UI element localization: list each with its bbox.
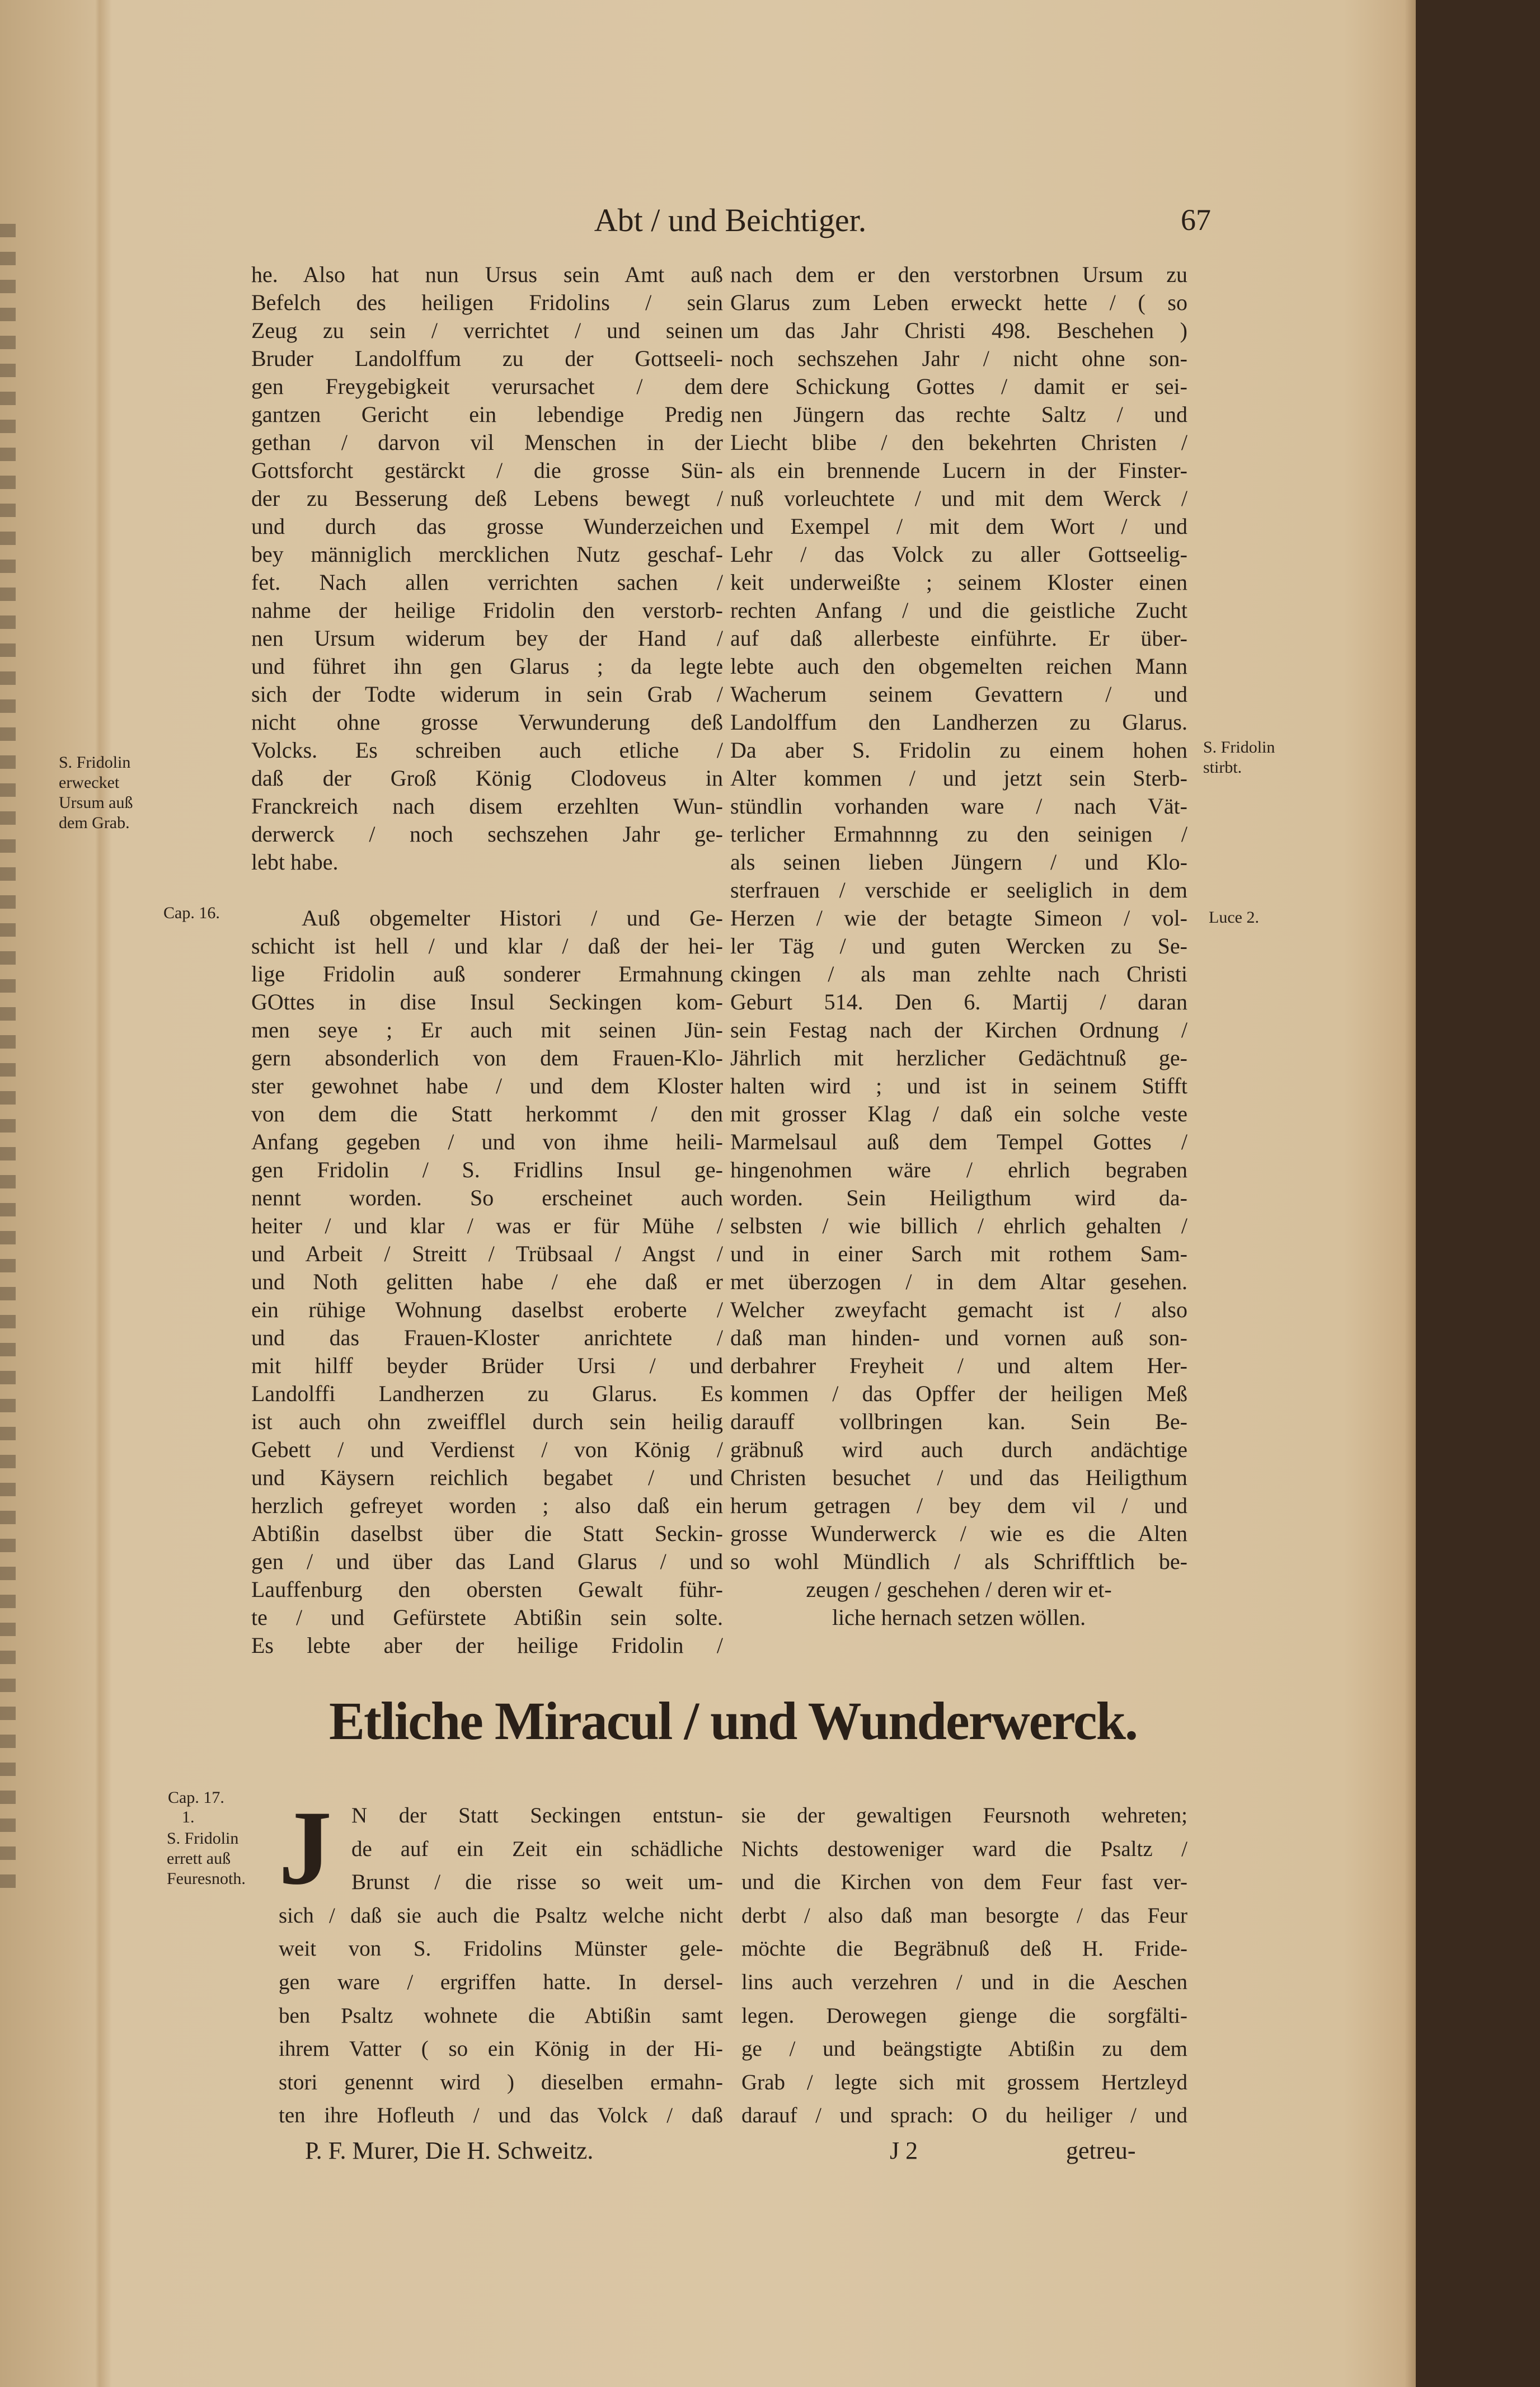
text-line: und Arbeit / Streitt / Trübsaal / Angst / xyxy=(251,1241,723,1266)
text-line: noch sechszehen Jahr / nicht ohne son- xyxy=(730,346,1187,371)
text-line: ihrem Vatter ( so ein König in der Hi- xyxy=(279,2037,723,2061)
text-line: Liecht blibe / den bekehrten Christen / xyxy=(730,430,1187,455)
margin-note-cap17: Cap. 17. xyxy=(168,1788,224,1807)
text-line: möchte die Begräbnuß deß H. Fride- xyxy=(741,1937,1187,1961)
text-line: Volcks. Es schreiben auch etliche / xyxy=(251,737,723,763)
text-line: ten ihre Hofleuth / und das Volck / daß xyxy=(279,2103,723,2128)
text-line: Grab / legte sich mit grossem Hertzleyd xyxy=(741,2070,1187,2094)
text-line: Da aber S. Fridolin zu einem hohen xyxy=(730,737,1187,763)
text-line: Wacherum seinem Gevattern / und xyxy=(730,682,1187,707)
text-line: und durch das grosse Wunderzeichen xyxy=(251,514,723,539)
text-line: Lauffenburg den obersten Gewalt führ- xyxy=(251,1577,723,1602)
text-line: ler Täg / und guten Wercken zu Se- xyxy=(730,933,1187,958)
text-line: grosse Wunderwerck / wie es die Alten xyxy=(730,1521,1187,1546)
text-line: sich der Todte widerum in sein Grab / xyxy=(251,682,723,707)
text-line: Geburt 514. Den 6. Martij / daran xyxy=(730,989,1187,1014)
text-line: lins auch verzehren / und in die Aeschen xyxy=(741,1970,1187,1994)
catchword: getreu- xyxy=(1066,2137,1136,2164)
text-line: Anfang gegeben / und von ihme heili- xyxy=(251,1129,723,1154)
text-line: gantzen Gericht ein lebendige Predig xyxy=(251,402,723,427)
text-line: keit underweißte ; seinem Kloster einen xyxy=(730,570,1187,595)
text-line: kommen / das Opffer der heiligen Meß xyxy=(730,1381,1187,1406)
text-line: legen. Derowegen gienge die sorgfälti- xyxy=(741,2003,1187,2028)
text-line: met überzogen / in dem Altar gesehen. xyxy=(730,1269,1187,1294)
text-line: Auß obgemelter Histori / und Ge- xyxy=(302,905,723,931)
margin-note-fridolin-wakes: S. Fridolin erwecket Ursum auß dem Grab. xyxy=(59,753,133,832)
text-line: lebte auch den obgemelten reichen Mann xyxy=(730,654,1187,679)
text-line: Bruder Landolffum zu der Gottseeli- xyxy=(251,346,723,371)
text-line: heiter / und klar / was er für Mühe / xyxy=(251,1213,723,1238)
text-line: sterfrauen / verschide er seeliglich in dem xyxy=(730,877,1187,903)
text-line: der zu Besserung deß Lebens bewegt / xyxy=(251,486,723,511)
text-line: stündlin vorhanden ware / nach Vät- xyxy=(730,793,1187,819)
text-line: Welcher zweyfacht gemacht ist / also xyxy=(730,1297,1187,1322)
text-line: schicht ist hell / und klar / daß der hei- xyxy=(251,933,723,958)
text-line: dere Schickung Gottes / damit er sei- xyxy=(730,374,1187,399)
text-line: Gottsforcht gestärckt / die grosse Sün- xyxy=(251,458,723,483)
text-line: nach dem er den verstorbnen Ursum zu xyxy=(730,262,1187,287)
margin-note-fridolin-rescues: S. Fridolin errett auß Feuresnoth. xyxy=(167,1829,246,1888)
text-line: Zeug zu sein / verrichtet / und seinen xyxy=(251,318,723,343)
text-line: Herzen / wie der betagte Simeon / vol- xyxy=(730,905,1187,931)
text-line: selbsten / wie billich / ehrlich gehalten / xyxy=(730,1213,1187,1238)
text-line: GOttes in dise Insul Seckingen kom- xyxy=(251,989,723,1014)
text-line: auf daß allerbeste einführte. Er über- xyxy=(730,626,1187,651)
text-line: derwerck / noch sechszehen Jahr ge- xyxy=(251,821,723,847)
text-line: nen Ursum widerum bey der Hand / xyxy=(251,626,723,651)
text-line: und Käysern reichlich begabet / und xyxy=(251,1465,723,1490)
text-line: ist auch ohn zweifflel durch sein heilig xyxy=(251,1409,723,1434)
text-line: als ein brennende Lucern in der Finster- xyxy=(730,458,1187,483)
text-line: Christen besuchet / und das Heiligthum xyxy=(730,1465,1187,1490)
text-line: rechten Anfang / und die geistliche Zucht xyxy=(730,598,1187,623)
page-number: 67 xyxy=(1181,203,1211,237)
section-heading: Etliche Miracul / und Wunderwerck. xyxy=(328,1691,1138,1751)
text-line: he. Also hat nun Ursus sein Amt auß xyxy=(251,262,723,287)
text-line: Befelch des heiligen Fridolins / sein xyxy=(251,290,723,315)
text-line: ge / und beängstigte Abtißin zu dem xyxy=(741,2037,1187,2061)
text-line: ein rühige Wohnung daselbst eroberte / xyxy=(251,1297,723,1322)
text-line: liche hernach setzen wöllen. xyxy=(832,1605,1086,1630)
text-line: lige Fridolin auß sonderer Ermahnung xyxy=(251,961,723,986)
text-line: zeugen / geschehen / deren wir et- xyxy=(806,1577,1112,1602)
text-line: gräbnuß wird auch durch andächtige xyxy=(730,1437,1187,1462)
lower-right-column xyxy=(741,1799,1187,2132)
text-line: gen ware / ergriffen hatte. In dersel- xyxy=(279,1970,723,1994)
text-line: worden. Sein Heiligthum wird da- xyxy=(730,1185,1187,1210)
text-line: gen Fridolin / S. Fridlins Insul ge- xyxy=(251,1157,723,1182)
text-line: Landolffum den Landherzen zu Glarus. xyxy=(730,709,1187,735)
text-line: terlicher Ermahnnng zu den seinigen / xyxy=(730,821,1187,847)
text-line: fet. Nach allen verrichten sachen / xyxy=(251,570,723,595)
text-line: herum getragen / bey dem vil / und xyxy=(730,1493,1187,1518)
text-line: ben Psaltz wohnete die Abtißin samt xyxy=(279,2003,723,2028)
text-line: Glarus zum Leben erweckt hette / ( so xyxy=(730,290,1187,315)
text-line: so wohl Mündlich / als Schrifftlich be- xyxy=(730,1549,1187,1574)
text-line: de auf ein Zeit ein schädliche xyxy=(351,1836,723,1861)
text-line: nahme der heilige Fridolin den verstorb- xyxy=(251,598,723,623)
footer-signature: P. F. Murer, Die H. Schweitz. xyxy=(305,2137,594,2164)
text-line: mit grosser Klag / daß ein solche veste xyxy=(730,1101,1187,1126)
text-line: von dem die Statt herkommt / den xyxy=(251,1101,723,1126)
text-line: und führet ihn gen Glarus ; da legte xyxy=(251,654,723,679)
text-line: lebt habe. xyxy=(251,849,339,875)
text-line: Lehr / das Volck zu aller Gottseelig- xyxy=(730,542,1187,567)
text-line: und Noth gelitten habe / ehe daß er xyxy=(251,1269,723,1294)
text-line: ster gewohnet habe / und dem Kloster xyxy=(251,1073,723,1098)
text-line: Gebett / und Verdienst / von König / xyxy=(251,1437,723,1462)
signature-mark: J 2 xyxy=(890,2137,918,2164)
text-line: stori genennt wird ) dieselben ermahn- xyxy=(279,2070,723,2094)
text-line: hingenohmen wäre / ehrlich begraben xyxy=(730,1157,1187,1182)
text-line: gen / und über das Land Glarus / und xyxy=(251,1549,723,1574)
text-line: halten wird ; und ist in seinem Stifft xyxy=(730,1073,1187,1098)
text-line: weit von S. Fridolins Münster gele- xyxy=(279,1937,723,1961)
text-line: ckingen / als man zehlte nach Christi xyxy=(730,961,1187,986)
text-line: bey männiglich mercklichen Nutz geschaf- xyxy=(251,542,723,567)
text-line: und das Frauen-Kloster anrichtete / xyxy=(251,1325,723,1350)
text-line: nicht ohne grosse Verwunderung deß xyxy=(251,709,723,735)
margin-note-fridolin-dies: S. Fridolin stirbt. xyxy=(1203,738,1275,777)
text-line: herzlich gefreyet worden ; also daß ein xyxy=(251,1493,723,1518)
text-line: gethan / darvon vil Menschen in der xyxy=(251,430,723,455)
text-line: Alter kommen / und jetzt sein Sterb- xyxy=(730,765,1187,791)
text-line: Brunst / die risse so weit um- xyxy=(351,1870,723,1895)
left-column xyxy=(251,261,723,1660)
previous-page-edge xyxy=(0,224,16,1902)
lower-left-column xyxy=(279,1789,723,2132)
text-line: derbt / also daß man besorgte / das Feur xyxy=(741,1903,1187,1928)
text-line: nennt worden. So erscheinet auch xyxy=(251,1185,723,1210)
text-line: sich / daß sie auch die Psaltz welche nicht xyxy=(279,1903,723,1928)
text-line: te / und Gefürstete Abtißin sein solte. xyxy=(251,1605,723,1630)
text-line: daß der Groß König Clodoveus in xyxy=(251,765,723,791)
text-line: Nichts destoweniger ward die Psaltz / xyxy=(741,1836,1187,1861)
text-line: Jährlich mit herzlicher Gedächtnuß ge- xyxy=(730,1045,1187,1070)
text-line: sie der gewaltigen Feursnoth wehreten; xyxy=(741,1803,1187,1827)
text-line: und die Kirchen von dem Feur fast ver- xyxy=(741,1870,1187,1895)
text-line: Landolffi Landherzen zu Glarus. Es xyxy=(251,1381,723,1406)
text-line: Marmelsaul auß dem Tempel Gottes / xyxy=(730,1129,1187,1154)
text-line: Es lebte aber der heilige Fridolin / xyxy=(251,1633,723,1658)
text-line: gen Freygebigkeit verursachet / dem xyxy=(251,374,723,399)
text-line: derbahrer Freyheit / und altem Her- xyxy=(730,1353,1187,1378)
text-line: und Exempel / mit dem Wort / und xyxy=(730,514,1187,539)
text-line: um das Jahr Christi 498. Beschehen ) xyxy=(730,318,1187,343)
running-head: Abt / und Beichtiger. xyxy=(594,202,867,238)
text-line: nuß vorleuchtete / und mit dem Werck / xyxy=(730,486,1187,511)
text-line: gern absonderlich von dem Frauen-Klo- xyxy=(251,1045,723,1070)
text-line: mit hilff beyder Brüder Ursi / und xyxy=(251,1353,723,1378)
text-line: darauff vollbringen kan. Sein Be- xyxy=(730,1409,1187,1434)
margin-note-cap16: Cap. 16. xyxy=(163,904,220,922)
text-line: N der Statt Seckingen entstun- xyxy=(351,1803,723,1827)
text-line: darauf / und sprach: O du heiliger / und xyxy=(741,2103,1187,2128)
margin-note-cap17-number: 1. xyxy=(182,1808,195,1826)
blank-line xyxy=(251,876,723,904)
margin-note-luke: Luce 2. xyxy=(1209,908,1259,927)
text-line: Franckreich nach disem erzehlten Wun- xyxy=(251,793,723,819)
text-line: und in einer Sarch mit rothem Sam- xyxy=(730,1241,1187,1266)
text-line: men seye ; Er auch mit seinen Jün- xyxy=(251,1017,723,1042)
text-line: Abtißin daselbst über die Statt Seckin- xyxy=(251,1521,723,1546)
right-column xyxy=(730,261,1187,1632)
text-line: nen Jüngern das rechte Saltz / und xyxy=(730,402,1187,427)
text-line: daß man hinden- und vornen auß son- xyxy=(730,1325,1187,1350)
text-line: als seinen lieben Jüngern / und Klo- xyxy=(730,849,1187,875)
text-line: sein Festag nach der Kirchen Ordnung / xyxy=(730,1017,1187,1042)
drop-cap: J xyxy=(279,1789,332,1907)
